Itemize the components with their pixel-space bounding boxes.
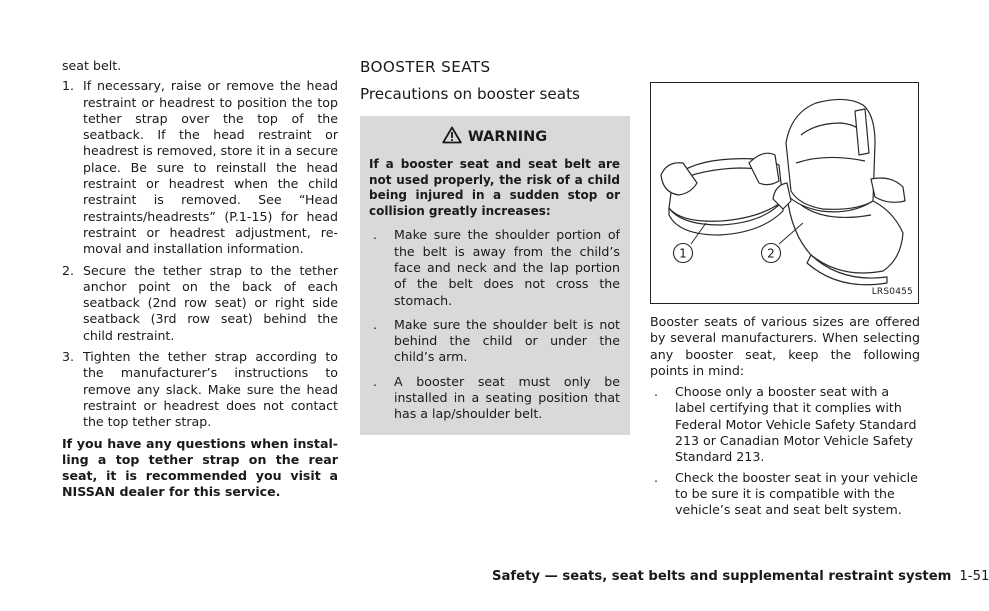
warning-intro: If a booster seat and seat belt are not used properly, the risk of a child being injured in a sudden stop or collision greatly increases: [369, 157, 620, 218]
bullet-mark: . [654, 469, 659, 485]
subsection-title: Precautions on booster seats [360, 85, 580, 103]
step-item [62, 263, 338, 344]
step-number: 2. [62, 262, 75, 278]
step-number: 3. [62, 349, 75, 365]
warning-bullet [369, 374, 620, 423]
step-item [62, 78, 338, 257]
booster-intro: Booster seats of various sizes are offered by several manufacturers. When selecting any booster seat, keep the following points in mind: [650, 314, 920, 378]
bullet-mark: . [373, 373, 378, 389]
section-title: BOOSTER SEATS [360, 58, 491, 76]
warning-triangle-icon [442, 126, 462, 144]
booster-seats-figure [650, 82, 919, 304]
bullet-mark: . [373, 316, 378, 332]
step-text: Secure the tether strap to the tether anchor point on the back of each seatback (2nd row seat) or right side seatback (3rd row seat) behind the child restraint. [83, 262, 338, 343]
bullet-mark: . [373, 227, 378, 243]
step-number: 1. [62, 78, 75, 94]
dealer-note: If you have any questions when instal-ling a top tether strap on the rear seat, it is recommended you visit a NISSAN dealer for this service. [62, 435, 338, 500]
right-column [650, 58, 920, 523]
bullet-mark: . [654, 384, 659, 400]
left-column [62, 58, 338, 501]
tether-steps-list [62, 78, 338, 430]
step-item [62, 349, 338, 430]
booster-bullet-text: Check the booster seat in your vehicle to be sure it is compatible with the vehicle’s seat and seat belt system. [675, 469, 918, 518]
figure-code: LRS0455 [871, 286, 913, 297]
warning-bullet [369, 317, 620, 366]
booster-bullets [650, 384, 920, 518]
step-text: If necessary, raise or remove the head restraint or headrest to position the top tether strap over the top of the seatback. If the head restraint or headrest is removed, store it in a secure place. Be sure to reinstall the head restraint or headrest when the child restraint is removed. See “Head restraints/headrests” (P.1-15) for head restraint or headrest adjustment, re-moval and installation information. [83, 78, 338, 257]
continued-text: seat belt. [62, 58, 122, 73]
page-footer [492, 568, 989, 586]
warning-bullet-text: Make sure the shoulder portion of the belt is away from the child’s face and neck and the lap portion of the belt does not cross the stomach. [394, 227, 620, 308]
booster-bullet-text: Choose only a booster seat with a label certifying that it complies with Federal Motor Vehicle Safety Standard 213 or Canadian Motor Vehicle Safety Standard 213. [675, 384, 917, 465]
page-number: 1-51 [959, 569, 989, 584]
booster-bullet [650, 384, 920, 465]
step-text: Tighten the tether strap according to the manufacturer’s instructions to remove any slack. Make sure the head restraint or headrest does not contact the top tether strap. [83, 349, 338, 430]
callout-2-label: 2 [767, 246, 775, 261]
footer-title: Safety — seats, seat belts and supplemental restraint system [492, 569, 952, 584]
warning-box [360, 116, 630, 435]
callout-1-label: 1 [679, 246, 687, 261]
warning-bullet-text: Make sure the shoulder belt is not behind the child or under the child’s arm. [394, 316, 620, 365]
warning-bullet-text: A booster seat must only be installed in a seating position that has a lap/shoulder belt. [394, 373, 620, 422]
warning-bullet [369, 227, 620, 308]
booster-seats-illustration [651, 83, 918, 303]
warning-heading [369, 126, 620, 147]
middle-column [360, 58, 630, 435]
booster-bullet [650, 470, 920, 519]
warning-title: WARNING [467, 129, 548, 145]
warning-bullets [369, 227, 620, 422]
